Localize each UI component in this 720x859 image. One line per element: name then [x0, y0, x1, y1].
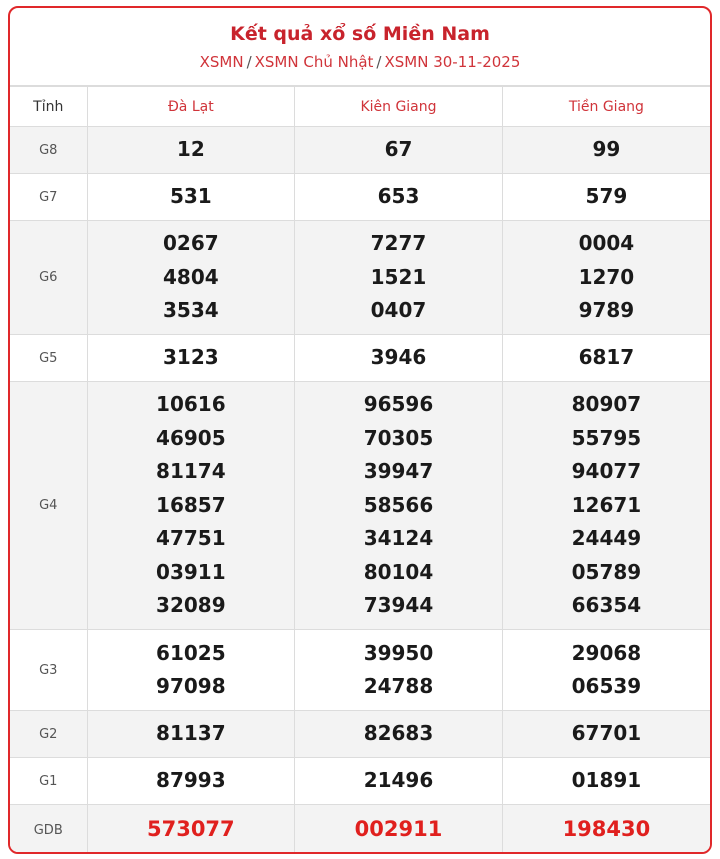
prize-cell — [295, 221, 503, 335]
page-title: Kết quả xổ số Miền Nam — [230, 23, 490, 45]
prize-number: 24449 — [571, 526, 642, 551]
prize-number: 87993 — [156, 768, 226, 793]
prize-label: G4 — [10, 382, 87, 630]
prize-number: 0267 — [162, 231, 219, 256]
prize-number: 12 — [176, 137, 205, 162]
prize-number: 01891 — [571, 768, 642, 793]
prize-label: G6 — [10, 221, 87, 335]
breadcrumb — [10, 52, 710, 72]
prize-cell — [295, 335, 503, 382]
prize-row-g1 — [10, 758, 710, 805]
prize-number: 7277 — [370, 231, 427, 256]
prize-cell — [295, 382, 503, 630]
prize-number: 96596 — [363, 392, 434, 417]
prize-label: GDB — [10, 805, 87, 855]
prize-cell — [502, 630, 710, 711]
results-header — [10, 8, 710, 86]
prize-cell — [87, 711, 295, 758]
prize-number: 29068 — [571, 640, 642, 665]
prize-number: 67701 — [571, 721, 642, 746]
prize-number: 6817 — [578, 345, 635, 370]
prize-number: 3534 — [162, 298, 219, 323]
prize-number: 39947 — [363, 459, 434, 484]
prize-cell — [87, 805, 295, 855]
prize-number: 46905 — [156, 425, 226, 450]
breadcrumb-separator: / — [246, 53, 252, 71]
prize-cell — [87, 382, 295, 630]
prize-number: 3123 — [162, 345, 219, 370]
prize-number: 1270 — [578, 264, 635, 289]
prize-cell — [502, 221, 710, 335]
prize-cell — [295, 711, 503, 758]
breadcrumb-separator: / — [376, 53, 382, 71]
prize-number: 61025 — [156, 640, 226, 665]
prize-label: G3 — [10, 630, 87, 711]
prize-cell — [87, 127, 295, 174]
results-table — [10, 86, 710, 854]
prize-cell — [502, 174, 710, 221]
prize-number: 653 — [377, 184, 420, 209]
prize-number: 32089 — [156, 593, 226, 618]
prize-number: 573077 — [146, 817, 235, 842]
prize-number: 67 — [384, 137, 413, 162]
province-column-header: Tỉnh — [10, 87, 87, 127]
prize-number: 10616 — [156, 392, 226, 417]
breadcrumb-xsmn-date[interactable]: XSMN 30-11-2025 — [384, 53, 521, 71]
province-dalat[interactable]: Đà Lạt — [87, 87, 295, 127]
prize-number: 73944 — [363, 593, 434, 618]
prize-row-gdb — [10, 805, 710, 855]
province-kiengiang[interactable]: Kiên Giang — [295, 87, 503, 127]
prize-cell — [295, 758, 503, 805]
prize-number: 198430 — [562, 817, 651, 842]
prize-number: 531 — [169, 184, 212, 209]
prize-cell — [87, 758, 295, 805]
prize-number: 66354 — [571, 593, 642, 618]
prize-number: 80907 — [571, 392, 642, 417]
prize-number: 99 — [592, 137, 621, 162]
breadcrumb-xsmn-sunday[interactable]: XSMN Chủ Nhật — [254, 53, 374, 71]
prize-number: 579 — [585, 184, 628, 209]
prize-cell — [502, 382, 710, 630]
prize-number: 58566 — [363, 492, 434, 517]
results-card — [8, 6, 712, 854]
prize-number: 39950 — [363, 640, 434, 665]
prize-cell — [295, 127, 503, 174]
prize-label: G2 — [10, 711, 87, 758]
prize-cell — [295, 630, 503, 711]
prize-cell — [87, 630, 295, 711]
prize-cell — [502, 805, 710, 855]
prize-number: 03911 — [156, 559, 226, 584]
prize-row-g3 — [10, 630, 710, 711]
breadcrumb-xsmn[interactable]: XSMN — [199, 53, 244, 71]
prize-number: 47751 — [156, 526, 226, 551]
prize-label: G5 — [10, 335, 87, 382]
prize-cell — [87, 335, 295, 382]
prize-number: 97098 — [156, 674, 226, 698]
prize-number: 24788 — [363, 674, 434, 698]
prize-number: 80104 — [363, 559, 434, 584]
prize-number: 34124 — [363, 526, 434, 551]
prize-number: 70305 — [363, 425, 434, 450]
prize-number: 81174 — [156, 459, 226, 484]
prize-label: G7 — [10, 174, 87, 221]
prize-number: 0004 — [578, 231, 635, 256]
prize-number: 002911 — [354, 817, 443, 842]
prize-row-g4 — [10, 382, 710, 630]
prize-number: 06539 — [571, 674, 642, 698]
prize-number: 05789 — [571, 559, 642, 584]
prize-number: 16857 — [156, 492, 226, 517]
prize-cell — [87, 174, 295, 221]
prize-cell — [502, 335, 710, 382]
prize-label: G1 — [10, 758, 87, 805]
prize-cell — [502, 711, 710, 758]
prize-row-g2 — [10, 711, 710, 758]
prize-cell — [502, 127, 710, 174]
prize-label: G8 — [10, 127, 87, 174]
province-tiengiang[interactable]: Tiền Giang — [502, 87, 710, 127]
prize-number: 12671 — [571, 492, 642, 517]
prize-number: 94077 — [571, 459, 642, 484]
prize-cell — [502, 758, 710, 805]
prize-cell — [295, 174, 503, 221]
table-header-row — [10, 87, 710, 127]
prize-row-g5 — [10, 335, 710, 382]
prize-number: 0407 — [370, 298, 427, 323]
prize-number: 1521 — [370, 264, 427, 289]
prize-cell — [87, 221, 295, 335]
prize-number: 9789 — [578, 298, 635, 323]
prize-number: 3946 — [370, 345, 427, 370]
prize-number: 21496 — [363, 768, 434, 793]
prize-number: 55795 — [571, 425, 642, 450]
prize-number: 4804 — [162, 264, 219, 289]
prize-row-g6 — [10, 221, 710, 335]
prize-number: 82683 — [363, 721, 434, 746]
prize-row-g8 — [10, 127, 710, 174]
prize-cell — [295, 805, 503, 855]
prize-row-g7 — [10, 174, 710, 221]
prize-number: 81137 — [156, 721, 226, 746]
